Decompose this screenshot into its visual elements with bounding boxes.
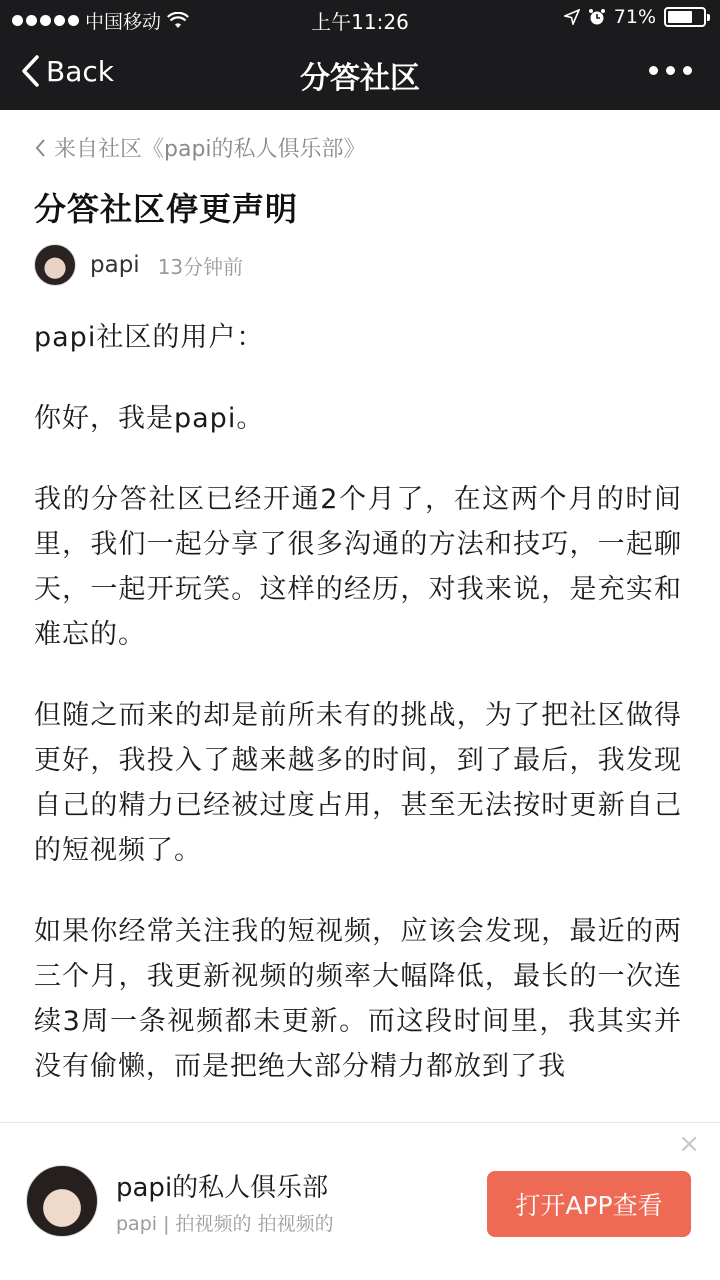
carrier-name: 中国移动 [85,11,162,33]
status-right [564,6,706,28]
post-time: 13分钟前 [157,254,244,279]
close-icon[interactable]: × [678,1129,700,1159]
article-body [34,315,682,1122]
nav-bar [0,36,720,110]
article-title: 分答社区停更声明 [34,190,299,228]
paragraph: 如果你经常关注我的短视频，应该会发现，最近的两三个月，我更新视频的频率大幅降低，最长的一次连续3周一条视频都未更新。而这段时间里，我其实并没有偷懒，而是把绝大部分精力都放到了我 [34,916,682,1082]
top-bar [0,0,720,110]
more-menu-icon[interactable] [649,66,692,75]
author-avatar[interactable] [34,244,76,286]
article [0,110,720,1122]
paragraph: 你好，我是papi。 [34,403,265,434]
location-arrow-icon [564,9,580,25]
breadcrumb-text: 来自社区《papi的私人俱乐部》 [54,137,366,162]
app-download-banner [0,1122,720,1280]
paragraph: 但随之而来的却是前所未有的挑战，为了把社区做得更好，我投入了越来越多的时间，到了最后，我发现自己的精力已经被过度占用，甚至无法按时更新自己的短视频了。 [34,700,682,866]
battery-fill [668,11,692,23]
paragraph: papi社区的用户： [34,322,265,353]
alarm-icon [588,8,606,26]
battery-icon [664,7,706,27]
author-name[interactable]: papi [90,252,140,278]
club-name: papi的私人俱乐部 [116,1173,329,1203]
author-row [34,243,243,287]
status-time: 上午11:26 [311,10,409,34]
club-subtitle: papi | 拍视频的 拍视频的 [116,1213,334,1235]
open-app-button[interactable]: 打开APP查看 [487,1171,691,1237]
battery-percent: 71% [613,6,656,28]
chevron-left-icon [34,138,46,158]
paragraph: 我的分答社区已经开通2个月了，在这两个月的时间里，我们一起分享了很多沟通的方法和技巧，一起聊天，一起开玩笑。这样的经历，对我来说，是充实和难忘的。 [34,484,682,650]
status-bar [0,0,720,36]
club-avatar [26,1165,98,1237]
nav-title: 分答社区 [300,61,420,96]
community-breadcrumb[interactable] [34,132,366,163]
back-label: Back [46,54,114,88]
